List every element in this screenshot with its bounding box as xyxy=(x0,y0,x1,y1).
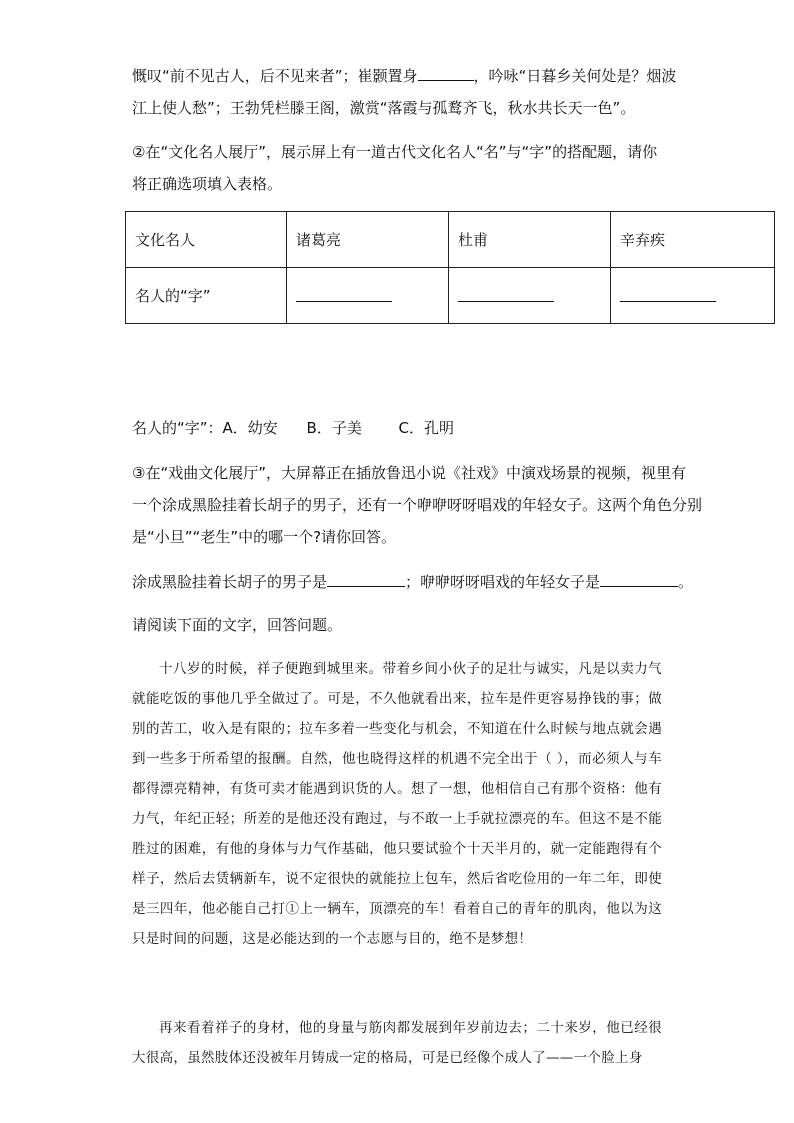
section1-line2: 江上使人愁”；王勃凭栏滕王阁，激赏“落霞与孤鹜齐飞，秋水共长天一色”。 xyxy=(132,99,636,117)
answer-blank[interactable] xyxy=(620,285,716,302)
section3-line3: 是“小旦”“老生”中的哪一个?请你回答。 xyxy=(132,528,397,546)
answer-blank[interactable] xyxy=(327,572,405,587)
section3-answer-line: 涂成黑脸挂着长胡子的男子是 ；咿咿呀呀唱戏的年轻女子是 。 xyxy=(132,573,694,591)
passage-paragraph-1: 十八岁的时候，祥子便跑到城里来。带着乡间小伙子的足壮与诚实，凡是以卖力气就能吃饭的事他几乎全做过了。可是，不久他就看出来，拉车是件更容易挣钱的事；做别的苦工，收入是有限的；拉车多着一些变化与机会，不知道在什么时候与地点就会遇到一些多于所希望的报酬。自然，他也晓得这样的机遇不完全出于（ ），而必须人与车都得漂亮精神，有货可卖才能遇到识货的人。想了一想，他相信自己有那个资格：他有力气，年纪正轻；所差的是他还没有跑过，与不敢一上手就拉漂亮的车。但这不是不能胜过的困难，有他的身体与力气作基础，他只要试验个十天半月的，就一定能跑得有个样子，然后去赁辆新车，说不定很快的就能拉上包车，然后省吃俭用的一年二年，即使是三四年，他必能自己打①上一辆车，顶漂亮的车！看着自己的青年的肌肉，他以为这只是时间的问题，这是必能达到的一个志愿与目的，绝不是梦想！ xyxy=(132,661,662,947)
name-style-table xyxy=(125,211,775,324)
table-cell: 杜甫 xyxy=(449,212,611,268)
section3-line1: ③在“戏曲文化展厅”，大屏幕正在插放鲁迅小说《社戏》中演戏场景的视频，视里有 xyxy=(132,464,686,482)
section2-line2: 将正确选项填入表格。 xyxy=(132,175,283,193)
passage-paragraph-2: 再来看着祥子的身材，他的身量与筋肉都发展到年岁前边去；二十来岁，他已经很大很高，虽然肢体还没被年月铸成一定的格局，可是已经像个成人了——一个脸上身 xyxy=(132,1020,662,1066)
options-line: 名人的“字”：A．幼安 B．子美 C．孔明 xyxy=(132,419,455,437)
option-a: A．幼安 xyxy=(222,419,278,437)
section1-line1: 慨叹“前不见古人，后不见来者”；崔颢置身 ，吟咏“日暮乡关何处是？烟波 xyxy=(132,67,677,85)
table-cell: 诸葛亮 xyxy=(287,212,449,268)
section2-line1: ②在“文化名人展厅”，展示屏上有一道古代文化名人“名”与“字”的搭配题，请你 xyxy=(132,143,658,161)
answer-blank[interactable] xyxy=(600,572,678,587)
table-cell xyxy=(287,268,449,324)
answer-blank[interactable] xyxy=(458,285,554,302)
table-cell: 文化名人 xyxy=(126,212,287,268)
table-row xyxy=(126,268,775,324)
table-cell xyxy=(611,268,775,324)
table-cell xyxy=(449,268,611,324)
blank-underline xyxy=(418,66,474,81)
option-c: C．孔明 xyxy=(398,419,455,437)
table-cell: 名人的“字” xyxy=(126,268,287,324)
table-cell: 辛弃疾 xyxy=(611,212,775,268)
reading-instruction: 请阅读下面的文字，回答问题。 xyxy=(132,616,343,634)
section3-line2: 一个涂成黑脸挂着长胡子的男子，还有一个咿咿呀呀唱戏的年轻女子。这两个角色分别 xyxy=(132,496,703,514)
table-row xyxy=(126,212,775,268)
answer-blank[interactable] xyxy=(296,285,392,302)
option-b: B．子美 xyxy=(306,419,362,437)
